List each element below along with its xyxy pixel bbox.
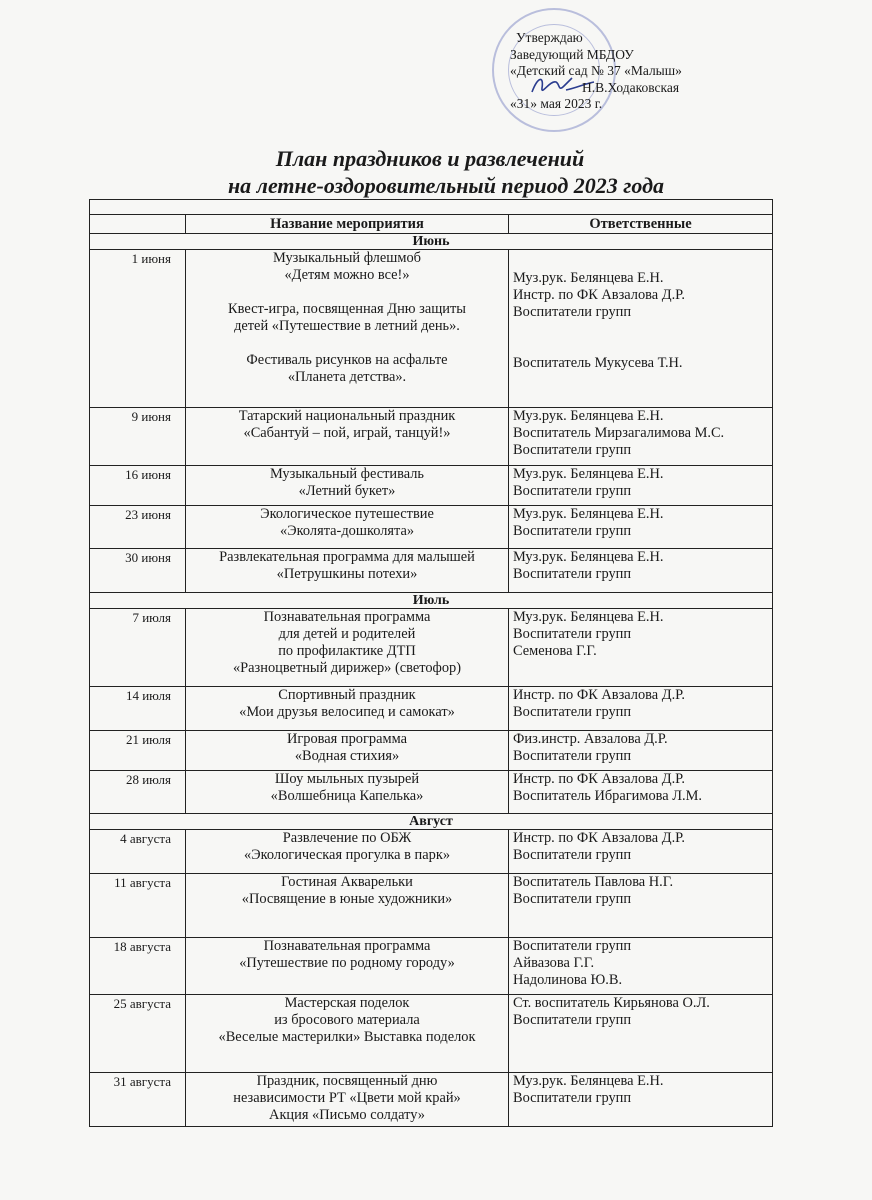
event-date: 28 июля [90,771,186,814]
event-date: 30 июня [90,549,186,593]
approval-line: «Детский сад № 37 «Малыш» [510,63,682,78]
event-name: Познавательная программа для детей и родителей по профилактике ДТП «Разноцветный дирижер» (светофор) [186,609,509,687]
approval-line: Утверждаю [516,30,583,45]
responsible-header: Ответственные [509,215,773,234]
table-row [90,830,773,874]
event-responsible: Инстр. по ФК Авзалова Д.Р. Воспитатель Ибрагимова Л.М. [509,771,773,814]
table-row [90,408,773,466]
table-row [90,609,773,687]
table-row [90,995,773,1073]
event-date: 16 июня [90,466,186,506]
event-responsible: Воспитатель Павлова Н.Г. Воспитатели групп [509,874,773,938]
event-name: Экологическое путешествие «Эколята-дошколята» [186,506,509,549]
event-responsible: Инстр. по ФК Авзалова Д.Р. Воспитатели групп [509,687,773,731]
month-row-august: Август [90,814,773,830]
event-name: Гостиная Акварельки «Посвящение в юные художники» [186,874,509,938]
event-responsible: Муз.рук. Белянцева Е.Н. Воспитатели групп [509,466,773,506]
event-date: 18 августа [90,938,186,995]
table-row [90,506,773,549]
table-row [90,549,773,593]
approval-block [510,30,720,113]
table-header-row [90,215,773,234]
month-row-july: Июль [90,593,773,609]
table-row [90,466,773,506]
event-name: Праздник, посвященный дню независимости РТ «Цвети мой край» Акция «Письмо солдату» [186,1073,509,1127]
event-date: 21 июля [90,731,186,771]
event-date: 11 августа [90,874,186,938]
event-responsible: Муз.рук. Белянцева Е.Н. Воспитатели групп Семенова Г.Г. [509,609,773,687]
table-row [90,687,773,731]
event-date: 9 июня [90,408,186,466]
event-responsible: Муз.рук. Белянцева Е.Н. Инстр. по ФК Авзалова Д.Р. Воспитатели групп Воспитатель Мукусева Т.Н. [509,250,773,408]
event-date: 23 июня [90,506,186,549]
event-name: Развлекательная программа для малышей «Петрушкины потехи» [186,549,509,593]
event-responsible: Ст. воспитатель Кирьянова О.Л. Воспитатели групп [509,995,773,1073]
approval-signatory: Н.В.Ходаковская [582,79,680,95]
event-date: 14 июля [90,687,186,731]
event-name: Музыкальный фестиваль «Летний букет» [186,466,509,506]
event-responsible: Муз.рук. Белянцева Е.Н. Воспитатель Мирзагалимова М.С. Воспитатели групп [509,408,773,466]
event-name: Познавательная программа «Путешествие по родному городу» [186,938,509,995]
event-date: 4 августа [90,830,186,874]
event-responsible: Муз.рук. Белянцева Е.Н. Воспитатели групп [509,549,773,593]
event-date: 25 августа [90,995,186,1073]
approval-date: «31» мая 2023 г. [510,96,603,111]
event-name: Музыкальный флешмоб «Детям можно все!» Квест-игра, посвященная Дню защиты детей «Путешествие в летний день». Фестиваль рисунков на асфальте «Планета детства». [186,250,509,408]
event-name: Игровая программа «Водная стихия» [186,731,509,771]
month-row-june: Июнь [90,234,773,250]
event-date: 1 июня [90,250,186,408]
page-subtitle: на летне-оздоровительный период 2023 года [227,173,665,198]
table-row [90,731,773,771]
event-date: 7 июля [90,609,186,687]
event-name: Шоу мыльных пузырей «Волшебница Капелька» [186,771,509,814]
table-row [90,874,773,938]
event-responsible: Инстр. по ФК Авзалова Д.Р. Воспитатели групп [509,830,773,874]
table-top-row [90,200,773,215]
table-row [90,771,773,814]
page-title: План праздников и развлечений [275,146,585,171]
event-responsible: Физ.инстр. Авзалова Д.Р. Воспитатели групп [509,731,773,771]
date-header [90,215,186,234]
event-date: 31 августа [90,1073,186,1127]
event-responsible: Воспитатели групп Айвазова Г.Г. Надолинова Ю.В. [509,938,773,995]
event-name: Развлечение по ОБЖ «Экологическая прогулка в парк» [186,830,509,874]
events-table [89,199,773,1127]
event-responsible: Муз.рук. Белянцева Е.Н. Воспитатели групп [509,1073,773,1127]
table-row [90,938,773,995]
table-row [90,250,773,408]
event-name: Мастерская поделок из бросового материала «Веселые мастерилки» Выставка поделок [186,995,509,1073]
event-name: Спортивный праздник «Мои друзья велосипед и самокат» [186,687,509,731]
approval-line: Заведующий МБДОУ [510,46,634,62]
table-row [90,1073,773,1127]
event-responsible: Муз.рук. Белянцева Е.Н. Воспитатели групп [509,506,773,549]
event-name: Татарский национальный праздник «Сабантуй – пой, играй, танцуй!» [186,408,509,466]
event-header: Название мероприятия [186,215,509,234]
